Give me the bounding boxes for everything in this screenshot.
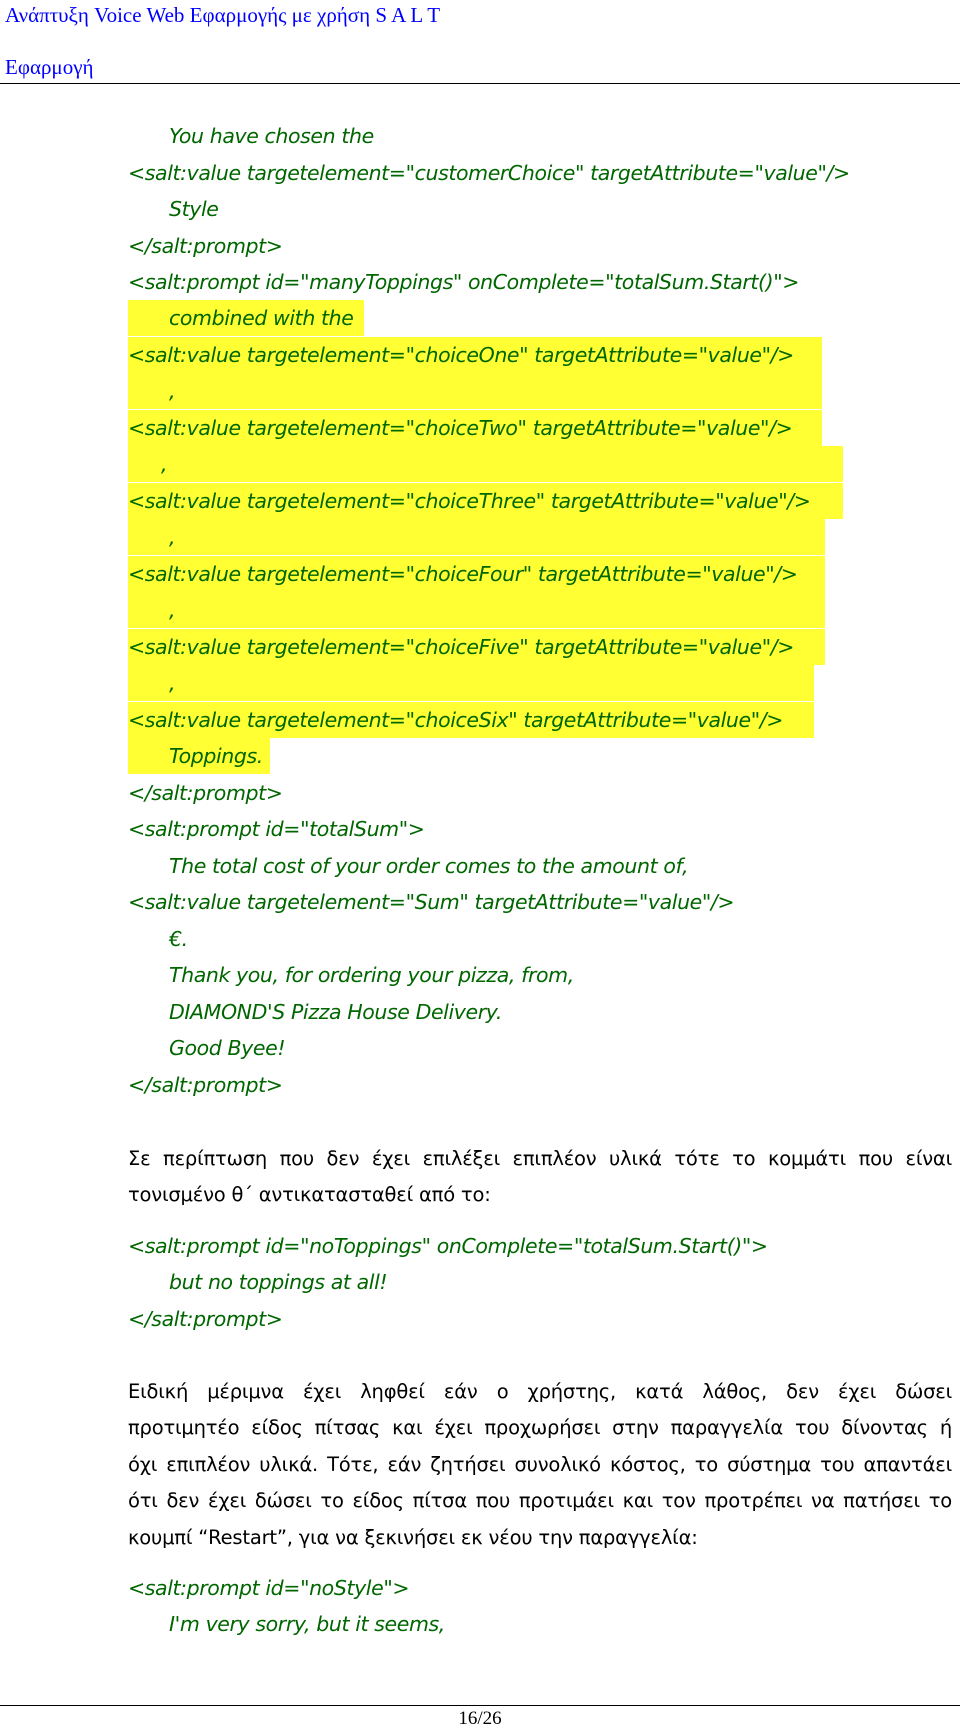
code-line: €. <box>169 927 188 951</box>
code-line: </salt:prompt> <box>128 1073 283 1097</box>
code-line-highlighted: <salt:value targetelement="choiceTwo" targetAttribute="value"/> <box>128 410 822 446</box>
paragraph-line: ότι δεν έχει δώσει το είδος πίτσα που προτιμάει και τον προτρέπει να πατήσει το <box>128 1489 952 1512</box>
code-line: You have chosen the <box>169 124 374 148</box>
paragraph-line: Σε περίπτωση που δεν έχει επιλέξει επιπλέον υλικά τότε το κομμάτι που είναι <box>128 1147 952 1170</box>
header-title: Ανάπτυξη Voice Web Εφαρμογής με χρήση S A L T <box>5 3 441 27</box>
code-line-highlighted: , <box>128 373 822 409</box>
page-number: 16/26 <box>458 1708 502 1729</box>
code-line-highlighted: <salt:value targetelement="choiceSix" targetAttribute="value"/> <box>128 702 814 738</box>
code-line: <salt:prompt id="totalSum"> <box>128 817 425 841</box>
code-line-highlighted: <salt:value targetelement="choiceThree" targetAttribute="value"/> <box>128 483 843 519</box>
code-line: but no toppings at all! <box>169 1270 388 1294</box>
code-line-highlighted: Toppings. <box>128 738 270 774</box>
header-rule <box>0 83 960 84</box>
paragraph-line: προτιμητέο είδος πίτσας και έχει προχωρήσει στην παραγγελία του δίνοντας ή <box>128 1416 952 1439</box>
code-line: </salt:prompt> <box>128 1307 283 1331</box>
code-line: Style <box>169 197 219 221</box>
code-line-highlighted: combined with the <box>128 300 364 336</box>
code-line-highlighted: <salt:value targetelement="choiceFour" targetAttribute="value"/> <box>128 556 825 592</box>
code-line: <salt:prompt id="manyToppings" onComplete="totalSum.Start()"> <box>128 270 800 294</box>
paragraph-line: τονισμένο θ΄ αντικατασταθεί από το: <box>128 1183 491 1206</box>
code-line: The total cost of your order comes to the amount of, <box>169 854 689 878</box>
code-line: </salt:prompt> <box>128 781 283 805</box>
code-line-highlighted: , <box>128 446 843 482</box>
code-line-highlighted: , <box>128 665 814 701</box>
code-line: <salt:value targetelement="Sum" targetAttribute="value"/> <box>128 890 735 914</box>
code-line-highlighted: , <box>128 592 825 628</box>
code-line: <salt:prompt id="noToppings" onComplete="totalSum.Start()"> <box>128 1234 768 1258</box>
code-line: <salt:value targetelement="customerChoice" targetAttribute="value"/> <box>128 161 850 185</box>
code-line: <salt:prompt id="noStyle"> <box>128 1576 410 1600</box>
code-line: Thank you, for ordering your pizza, from, <box>169 963 574 987</box>
code-line-highlighted: <salt:value targetelement="choiceOne" targetAttribute="value"/> <box>128 337 822 373</box>
footer-rule <box>0 1705 960 1706</box>
paragraph-line: όχι επιπλέον υλικά. Τότε, εάν ζητήσει συνολικό κόστος, το σύστημα του απαντάει <box>128 1453 952 1476</box>
paragraph-line: κουμπί “Restart”, για να ξεκινήσει εκ νέου την παραγγελία: <box>128 1526 698 1549</box>
code-line: Good Byee! <box>169 1036 286 1060</box>
header-section: Εφαρμογή <box>5 55 94 79</box>
code-line: DIAMOND'S Pizza House Delivery. <box>169 1000 502 1024</box>
code-line: I'm very sorry, but it seems, <box>169 1612 445 1636</box>
code-line-highlighted: <salt:value targetelement="choiceFive" targetAttribute="value"/> <box>128 629 825 665</box>
paragraph-line: Ειδική μέριμνα έχει ληφθεί εάν ο χρήστης, κατά λάθος, δεν έχει δώσει <box>128 1380 952 1403</box>
code-line-highlighted: , <box>128 519 825 555</box>
code-line: </salt:prompt> <box>128 234 283 258</box>
